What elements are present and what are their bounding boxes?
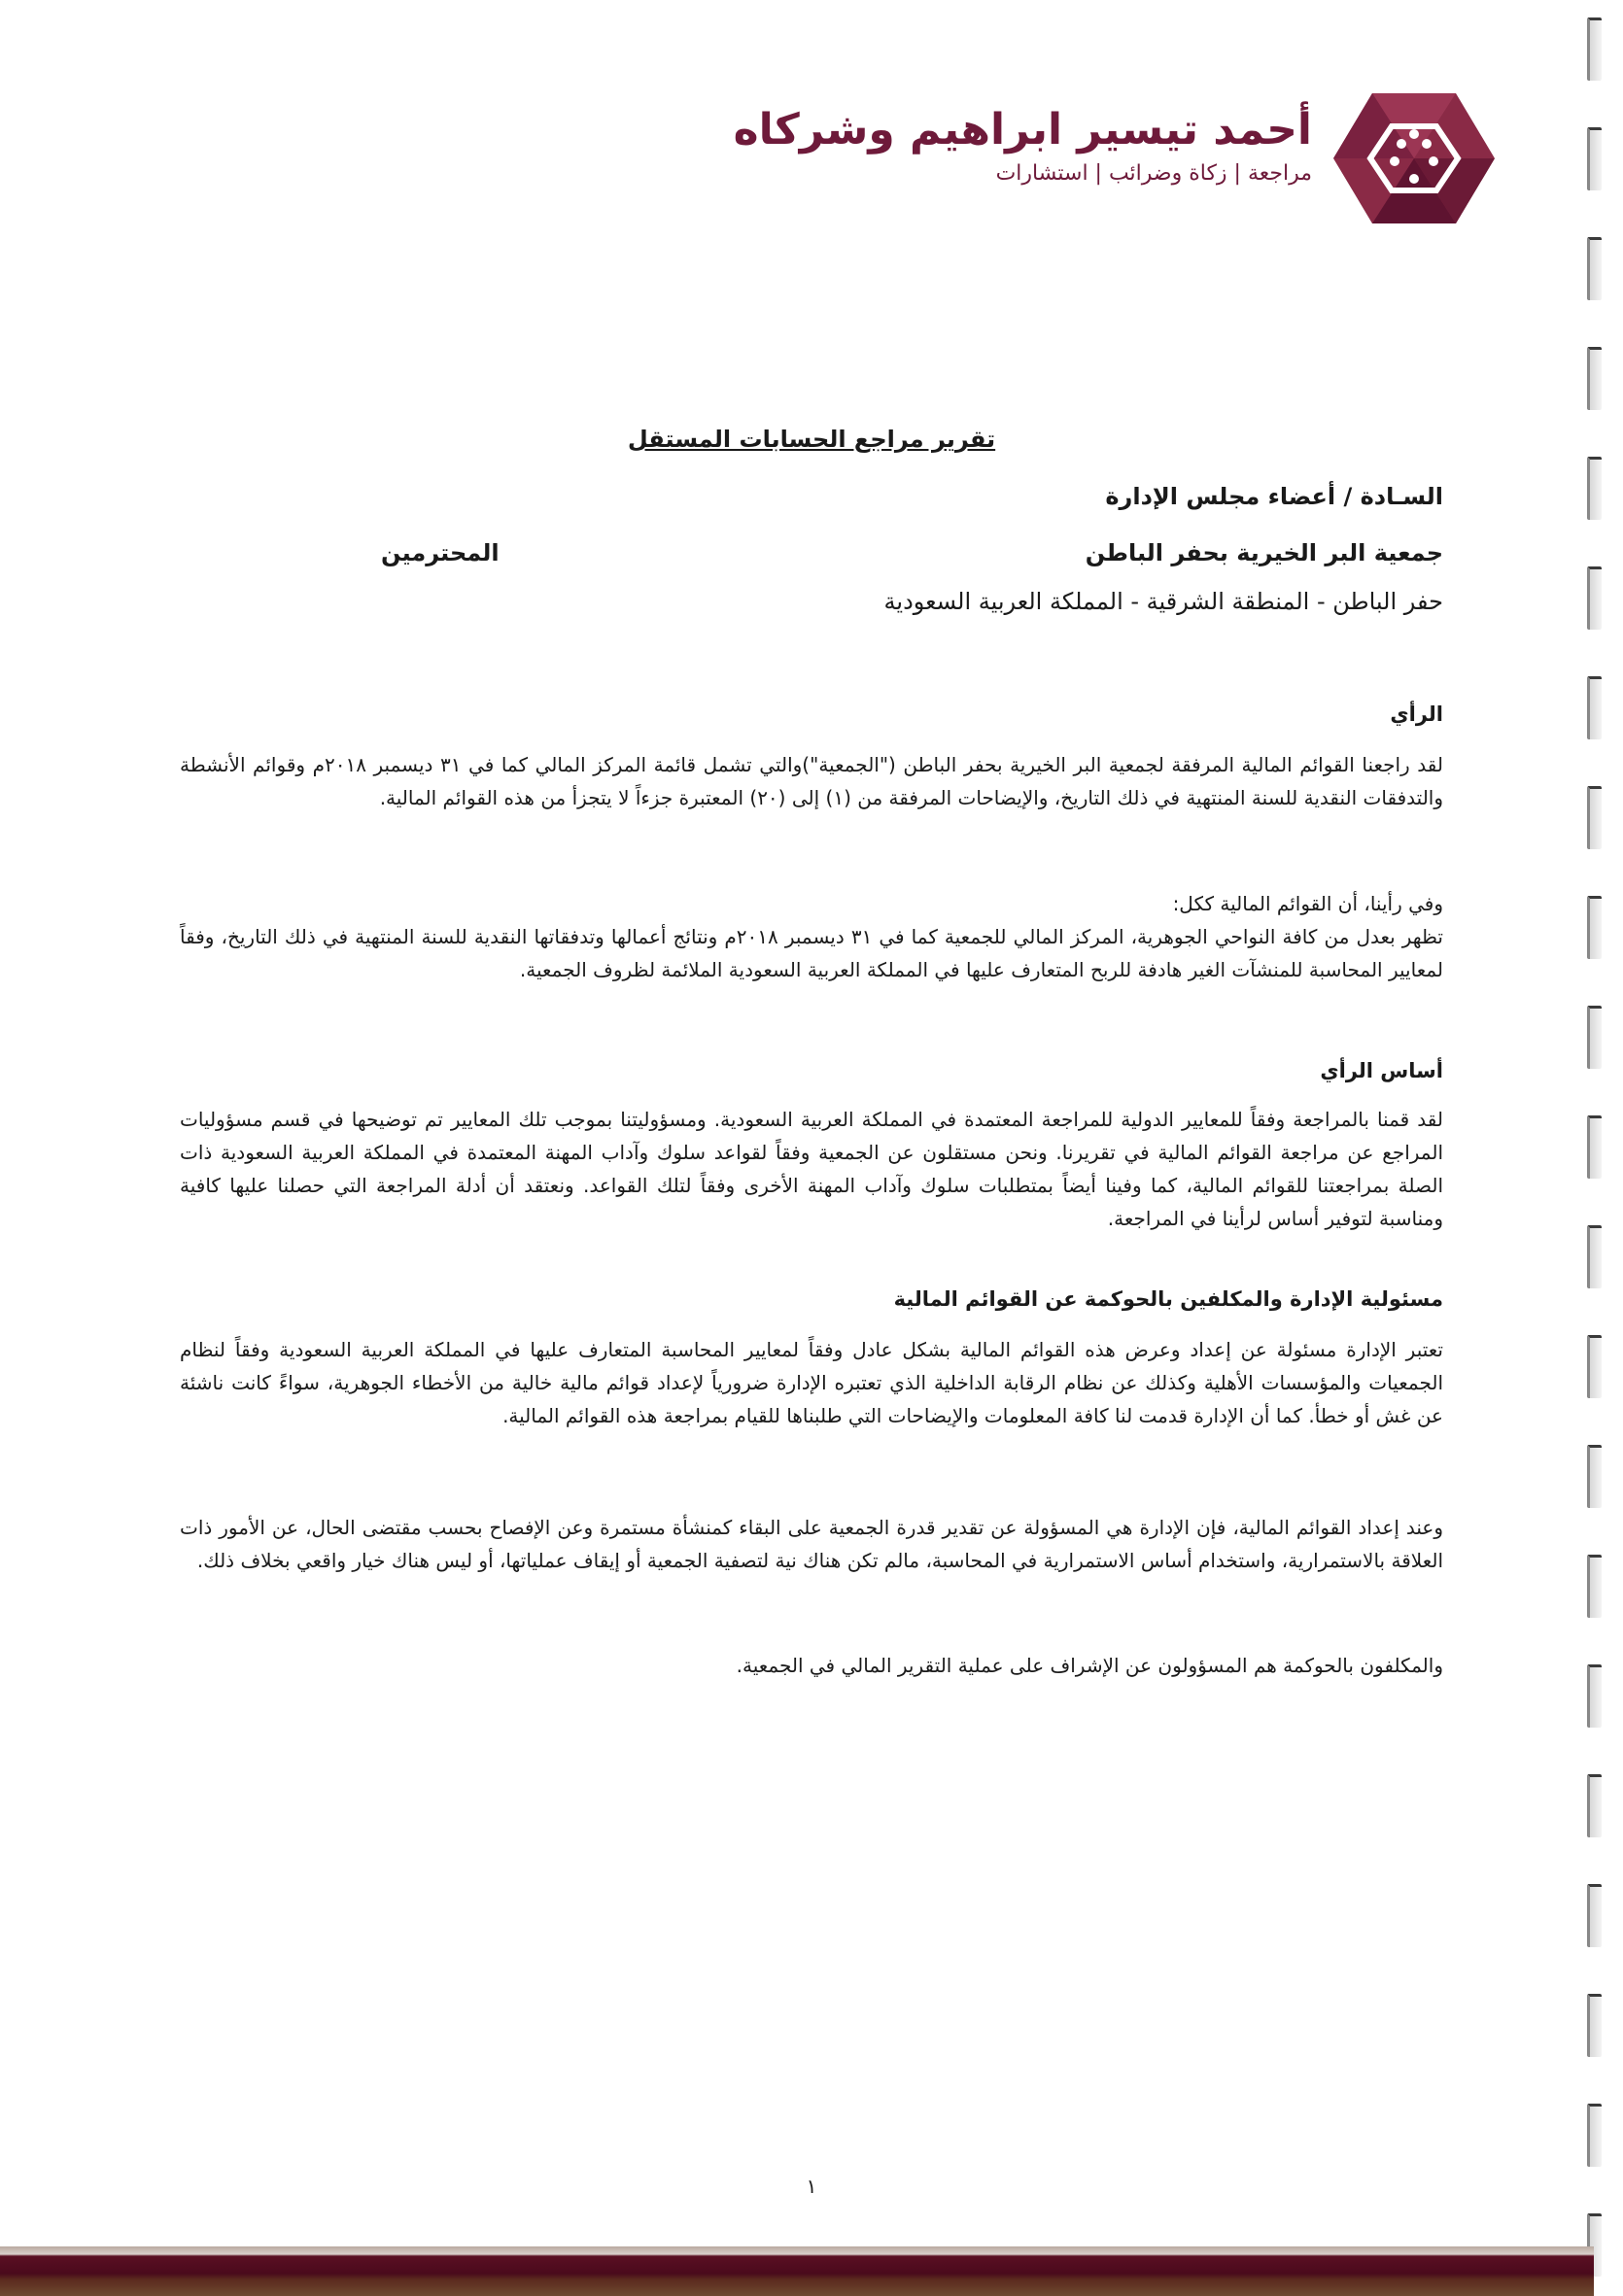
binding-hole — [1587, 1335, 1602, 1398]
firm-name: أحمد تيسير ابراهيم وشركاه — [733, 105, 1312, 154]
responsibility-paragraph-1: تعتبر الإدارة مسئولة عن إعداد وعرض هذه القوائم المالية بشكل عادل وفقاً لمعايير المحاسبة المتعارف عليها في المملكة العربية السعودية وفقاً لنظام الجمعيات والمؤسسات الأهلية وكذلك عن نظام الرقابة الداخلية الذي تعتبره الإدارة ضرورياً لإعداد قوائم مالية خالية من الأخطاء الجوهرية، سواءً كانت ناشئة عن غش أو خطأ. كما أن الإدارة قدمت لنا كافة المعلومات والإيضاحات التي طلبناها للقيام بمراجعة هذه القوائم المالية. — [180, 1338, 1443, 1427]
binding-hole — [1587, 1555, 1602, 1618]
binding-hole — [1587, 1445, 1602, 1508]
addressee-association: جمعية البر الخيرية بحفر الباطن — [1085, 539, 1443, 566]
responsibility-paragraph-2: وعند إعداد القوائم المالية، فإن الإدارة هي المسؤولة عن تقدير قدرة الجمعية على البقاء كمنشأة مستمرة وعن الإفصاح بحسب مقتضى الحال، عن الأمور ذات العلاقة بالاستمرارية، واستخدام أساس الاستمرارية في المحاسبة، مالم تكن هناك نية لتصفية الجمعية أو إيقاف عملياتها، أو ليس هناك خيار واقعي بخلاف ذلك. — [180, 1516, 1443, 1572]
report-title: تقرير مراجع الحسابات المستقل — [627, 426, 996, 453]
salutation: المحترمين — [381, 539, 500, 566]
binding-hole — [1587, 1884, 1602, 1947]
binding-hole — [1587, 17, 1602, 81]
responsibility-paragraph-3: والمكلفون بالحوكمة هم المسؤولون عن الإشراف على عملية التقرير المالي في الجمعية. — [736, 1654, 1443, 1677]
binding-hole — [1587, 676, 1602, 739]
opinion-heading: الرأي — [1390, 703, 1443, 726]
opinion-paragraph: لقد راجعنا القوائم المالية المرفقة لجمعية البر الخيرية بحفر الباطن ("الجمعية")والتي تشمل قائمة المركز المالي كما في ٣١ ديسمبر ٢٠١٨م وقوائم الأنشطة والتدفقات النقدية للسنة المنتهية في ذلك التاريخ، والإيضاحات المرفقة من (١) إلى (٢٠) المعتبرة جزءاً لا يتجزأ من هذه القوائم المالية. — [180, 753, 1443, 809]
binding-hole — [1587, 1225, 1602, 1288]
binding-hole — [1587, 1994, 1602, 2057]
opinion-lead: وفي رأينا، أن القوائم المالية ككل: — [1172, 892, 1443, 915]
binding-hole — [1587, 1115, 1602, 1179]
opinion-statement: تظهر بعدل من كافة النواحي الجوهرية، المركز المالي للجمعية كما في ٣١ ديسمبر ٢٠١٨م ونتائج أعمالها وتدفقاتها النقدية للسنة المنتهية في ذلك التاريخ، وفقاً لمعايير المحاسبة للمنشآت الغير هادفة للربح المتعارف عليها في المملكة العربية السعودية الملائمة لظروف الجمعية. — [180, 925, 1443, 981]
binding-hole — [1587, 896, 1602, 959]
basis-paragraph: لقد قمنا بالمراجعة وفقاً للمعايير الدولية للمراجعة المعتمدة في المملكة العربية السعودية. ومسؤوليتنا بموجب تلك المعايير تم توضيحها في قسم مسؤوليات المراجع عن مراجعة القوائم المالية في تقريرنا. ونحن مستقلون عن الجمعية وفقاً لقواعد سلوك وآداب المهنة المعتمدة في المملكة العربية السعودية ذات الصلة بمراجعتنا للقوائم المالية، كما وفينا أيضاً بمتطلبات سلوك وآداب المهنة الأخرى وفقاً لتلك القواعد. ونعتقد أن أدلة المراجعة التي حصلنا عليها كافية ومناسبة لتوفير أساس لرأينا في المراجعة. — [180, 1108, 1443, 1230]
binding-hole — [1587, 786, 1602, 849]
binding-hole — [1587, 127, 1602, 190]
basis-heading: أساس الرأي — [1320, 1059, 1443, 1082]
spiral-binding — [1555, 0, 1623, 2296]
binding-hole — [1587, 1006, 1602, 1069]
binding-hole — [1587, 2104, 1602, 2167]
binding-hole — [1587, 457, 1602, 520]
responsibility-heading: مسئولية الإدارة والمكلفين بالحوكمة عن القوائم المالية — [893, 1287, 1443, 1311]
page-number: ١ — [806, 2175, 817, 2198]
binding-hole — [1587, 347, 1602, 410]
binding-hole — [1587, 1664, 1602, 1728]
footer-bar — [0, 2246, 1594, 2296]
binding-hole — [1587, 566, 1602, 630]
hexagon-logo-icon — [1331, 86, 1497, 231]
addressee-location: حفر الباطن - المنطقة الشرقية - المملكة العربية السعودية — [883, 588, 1443, 615]
binding-hole — [1587, 237, 1602, 300]
firm-branding — [734, 105, 1312, 186]
binding-hole — [1587, 1774, 1602, 1837]
addressee-board: السـادة / أعضاء مجلس الإدارة — [1105, 483, 1443, 510]
firm-services: مراجعة | زكاة وضرائب | استشارات — [995, 161, 1312, 186]
